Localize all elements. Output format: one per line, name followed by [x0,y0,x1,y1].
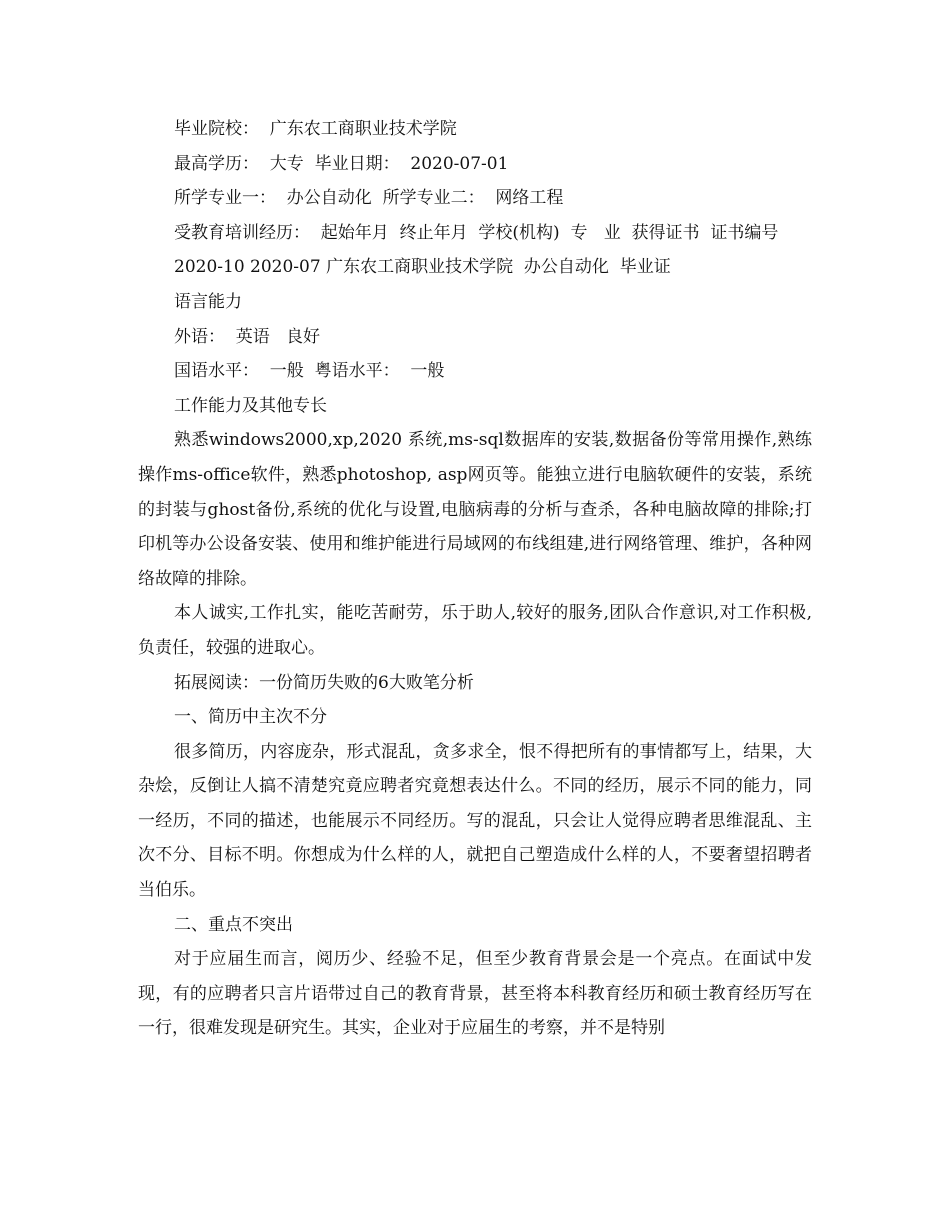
self-evaluation: 本人诚实,工作扎实，能吃苦耐劳，乐于助人,较好的服务,团队合作意识,对工作积极,负责任，较强的进取心。 [138,603,812,658]
section-body-1: 很多简历，内容庞杂，形式混乱，贪多求全，恨不得把所有的事情都写上，结果，大杂烩，反倒让人搞不清楚究竟应聘者究竟想表达什么。不同的经历，展示不同的能力，同一经历，不同的描述，也能展示不同经历。写的混乱，只会让人觉得应聘者思维混乱、主次不分、目标不明。你想成为什么样的人，就把自己塑造成什么样的人，不要奢望招聘者当伯乐。 [138,741,812,901]
education-school: 毕业院校： 广东农工商职业技术学院 [174,119,457,139]
extended-reading-title: 拓展阅读：一份简历失败的6大败笔分析 [174,672,474,693]
section-heading-2: 二、重点不突出 [174,914,293,935]
section-body-2: 对于应届生而言，阅历少、经验不足，但至少教育背景会是一个亮点。在面试中发现，有的应聘者只言片语带过自己的教育背景，甚至将本科教育经历和硕士教育经历写在一行，很难发现是研究生。其实，企业对于应届生的考察，并不是特别 [138,949,812,1039]
training-row: 2020-10 2020-07 广东农工商职业技术学院 办公自动化 毕业证 [174,257,671,278]
education-majors: 所学专业一： 办公自动化 所学专业二： 网络工程 [174,188,564,209]
section-heading-1: 一、简历中主次不分 [174,707,327,728]
skills-paragraph: 熟悉windows2000,xp,2020 系统,ms-sql数据库的安装,数据备份等常用操作,熟练操作ms-office软件，熟悉photoshop, asp网页等。能独立进行电脑软硬件的安装，系统的封装与ghost备份,系统的优化与设置,电脑病毒的分析与查杀，各种电脑故障的排除;打印机等办公设备安装、使用和维护能进行局域网的布线组建,进行网络管理、维护，各种网络故障的排除。 [138,430,812,589]
skills-heading: 工作能力及其他专长 [174,395,327,416]
training-header: 受教育培训经历： 起始年月 终止年月 学校(机构) 专 业 获得证书 证书编号 [174,222,779,243]
education-degree: 最高学历： 大专 毕业日期： 2020-07-01 [174,153,509,174]
foreign-language: 外语： 英语 良好 [174,326,321,347]
language-heading: 语言能力 [174,291,242,312]
dialect-level: 国语水平： 一般 粤语水平： 一般 [174,361,445,382]
